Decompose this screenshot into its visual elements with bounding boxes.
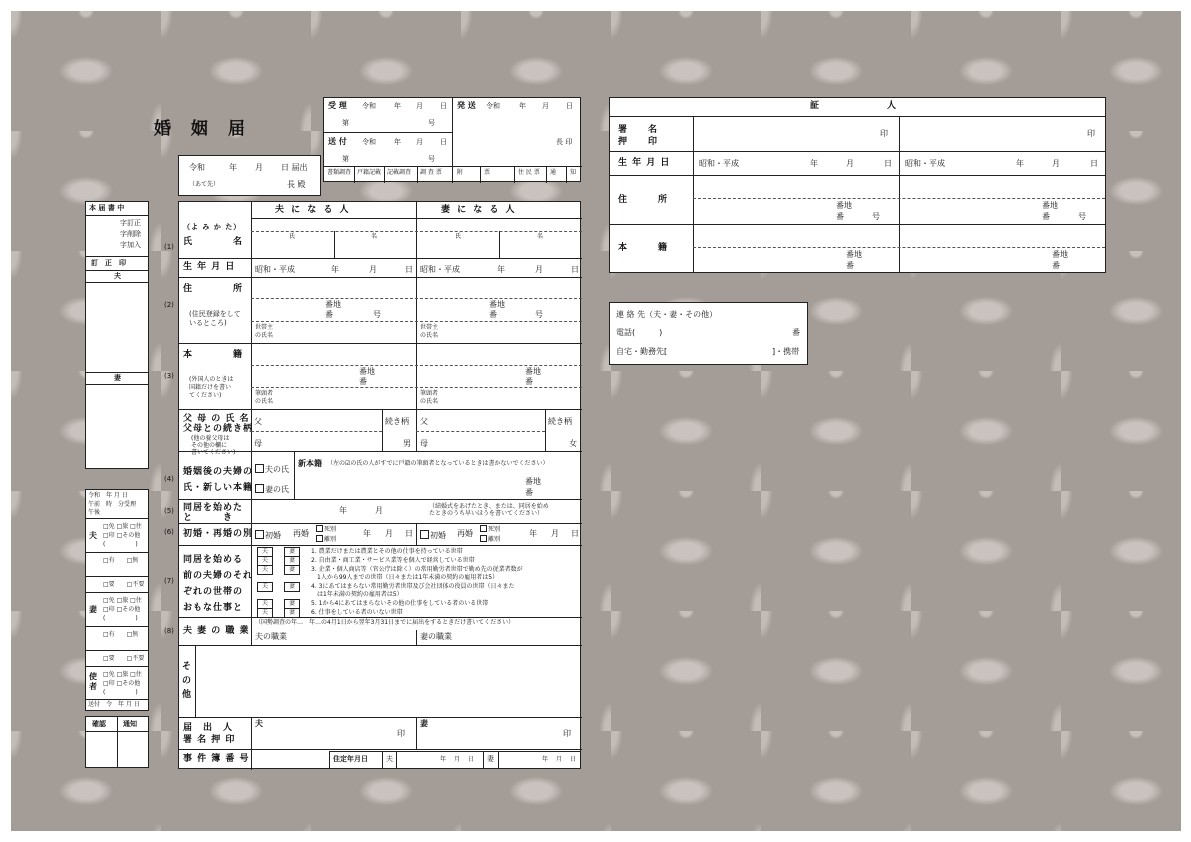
filed-label: 日 届出 (281, 163, 308, 172)
ban-label: 番 (846, 261, 854, 270)
ban-label: 番 (325, 310, 333, 319)
go-label: 号 (428, 155, 435, 163)
year-unit: 年 (497, 265, 505, 274)
husband-remarriage[interactable]: 再婚 (293, 529, 309, 538)
husband-signature[interactable]: 夫 (255, 719, 263, 728)
day-unit: 日 (440, 138, 447, 146)
husband-short: 夫 (386, 755, 393, 763)
parents-note: (他の養父母は その他の欄に 書いてください) (191, 435, 236, 456)
check-cell: 票 (484, 169, 491, 176)
wife-remarriage[interactable]: 再婚 (457, 529, 473, 538)
wife-box[interactable]: 妻 (284, 582, 300, 592)
wife-heading: 妻 (89, 605, 97, 614)
sent-date: 送付 令 年 月 日 (88, 701, 140, 708)
seal-mark: 印 (880, 129, 888, 138)
wife-death-option[interactable]: 死別 (479, 525, 500, 533)
check-cell: 記載調査 (387, 169, 412, 176)
day-unit: 日 (405, 529, 413, 538)
work-item: は1年未満の契約の雇用者は5） (311, 591, 403, 598)
relation-label: 続き柄 (548, 417, 572, 426)
month-unit: 月 (255, 163, 263, 172)
go-label: 号 (872, 212, 880, 221)
panel-heading: 本 届 書 中 (89, 204, 125, 212)
correction-seal-label: 訂 正 印 (91, 259, 126, 267)
relation-label: 続き柄 (385, 417, 409, 426)
work-item: 5. 1から4にあてはまらないその他の仕事をしている者のいる世帯 (311, 600, 489, 607)
year-unit: 年 (363, 529, 371, 538)
day-unit: 日 (570, 756, 577, 763)
month-unit: 月 (846, 159, 854, 168)
presence-check[interactable]: □有 □無 (103, 631, 139, 638)
other-label: そ の 他 (182, 662, 193, 700)
chief-label: 長 殿 (287, 180, 306, 189)
cohabit-label: 同居を始めた と き (183, 503, 244, 523)
number-label: 第 (342, 119, 349, 127)
office-use-box (323, 97, 581, 182)
era-label: 令和 (362, 102, 376, 110)
reception-date: 令和 年 月 日 (88, 492, 128, 499)
daughter-label: 女 (569, 439, 577, 448)
month-unit: 月 (551, 529, 559, 538)
husband-box[interactable]: 夫 (257, 565, 273, 575)
check-cell: 住 民 票 (518, 169, 540, 176)
number-label: 第 (342, 155, 349, 163)
wife-box[interactable]: 妻 (284, 547, 300, 557)
witness-birth-label: 生 年 月 日 (618, 158, 671, 168)
messenger-label: 使 者 (89, 672, 97, 691)
presence-check[interactable]: □有 □無 (103, 557, 139, 564)
year-unit: 年 (529, 529, 537, 538)
husband-id-checks[interactable]: □免 □旅 □住 □印 □その他 ( ) (103, 523, 142, 548)
dispatch-label: 発 送 (457, 101, 476, 110)
work-item: 6. 仕事をしている者のいない世帯 (311, 609, 403, 616)
householder-label: 世帯主 の氏名 (420, 324, 439, 339)
year-unit: 年 (440, 756, 447, 763)
residence-date-box (329, 751, 581, 769)
contact-title: 連 絡 先（夫・妻・その他） (616, 310, 718, 319)
era-birth: 昭和・平成 (699, 159, 739, 168)
correction-label: 字加入 (120, 241, 141, 249)
register-head-label: 筆頭者 の氏名 (420, 390, 439, 405)
mother-label: 母 (254, 439, 262, 448)
work-item: 1. 農業だけまたは農業とその他の仕事を持っている世帯 (311, 548, 463, 555)
witness-header: 証 人 (810, 101, 899, 111)
register-head-label: 筆頭者 の氏名 (255, 390, 274, 405)
check-cell: 調 査 票 (420, 169, 442, 176)
wife-first-marriage[interactable]: 初婚 (419, 530, 446, 540)
year-unit: 年 (394, 102, 401, 110)
era-label: 令和 (362, 138, 376, 146)
corrections-panel (85, 201, 149, 469)
wife-heading: 妻 (114, 374, 121, 382)
wife-job-label: 妻の職業 (420, 632, 452, 641)
husband-first-marriage[interactable]: 初婚 (254, 530, 281, 540)
wife-surname-option[interactable]: 妻の氏 (254, 484, 289, 494)
husband-box[interactable]: 夫 (257, 547, 273, 557)
required-check[interactable]: □要 □不要 (103, 581, 145, 588)
day-unit: 日 (405, 265, 413, 274)
job-note: （国勢調査の年… 年…の4月1日から翌年3月31日までに届出をするときだけ書いてください） (255, 619, 515, 626)
contact-box (609, 302, 808, 365)
correction-label: 字削除 (120, 230, 141, 238)
day-unit: 日 (571, 529, 579, 538)
form-title: 婚 姻 届 (154, 119, 252, 139)
banchi-label: 番地 (489, 300, 505, 309)
confirm-box (85, 716, 149, 768)
banchi-label: 番地 (359, 367, 375, 376)
work-item: 3. 企業・個人商店等（官公庁は除く）の常用勤労者世帯で勤め先の従業者数が (311, 566, 523, 573)
addressee-label: （あて先） (189, 181, 220, 188)
month-unit: 月 (385, 529, 393, 538)
furigana-label: （よ み か た） (183, 223, 242, 231)
ban-label: 番 (489, 310, 497, 319)
son-label: 男 (403, 439, 411, 448)
wife-header: 妻 に な る 人 (441, 205, 517, 215)
check-cell: 附 (457, 169, 464, 176)
month-unit: 月 (542, 102, 549, 110)
wife-divorce-option[interactable]: 離別 (479, 535, 500, 543)
father-label: 父 (420, 417, 428, 426)
husband-header: 夫 に な る 人 (275, 205, 351, 215)
surname-sub: 氏 (455, 233, 462, 240)
day-unit: 日 (440, 102, 447, 110)
mother-label: 母 (420, 439, 428, 448)
birth-label: 生 年 月 日 (183, 262, 236, 272)
day-unit: 日 (571, 265, 579, 274)
year-unit: 年 (229, 163, 237, 172)
era-birth: 昭和・平成 (420, 265, 460, 274)
section-number: (3) (164, 372, 174, 380)
father-label: 父 (254, 417, 262, 426)
confirm-label: 確認 (92, 720, 106, 728)
given-name-sub: 名 (537, 233, 544, 240)
residence-date-label: 住定年月日 (333, 755, 368, 763)
ban-label: 番 (792, 328, 800, 337)
given-name-sub: 名 (371, 233, 378, 240)
marriage-type-label: 初婚・再婚の別 (183, 529, 254, 539)
main-form-table (178, 201, 581, 769)
wife-signature[interactable]: 妻 (420, 719, 428, 728)
go-label: 号 (1078, 212, 1086, 221)
go-label: 号 (428, 119, 435, 127)
day-unit: 日 (566, 102, 573, 110)
messenger-id-checks[interactable]: □免 □旅 □住 □印 □その他 ( ) (103, 671, 142, 696)
husband-job-label: 夫の職業 (255, 632, 287, 641)
witness-honseki-label: 本 籍 (618, 243, 669, 253)
wife-box[interactable]: 妻 (284, 599, 300, 609)
day-unit: 日 (468, 756, 475, 763)
name-label: 氏 名 (183, 237, 244, 247)
surname-sub: 氏 (289, 233, 296, 240)
year-unit: 年 (542, 756, 549, 763)
required-check[interactable]: □要 □不要 (103, 655, 145, 662)
wife-id-checks[interactable]: □免 □旅 □住 □印 □その他 ( ) (103, 597, 142, 622)
phone-label[interactable]: 電話( ) (616, 328, 663, 337)
new-honseki-note: （左の☑の氏の人がすでに戸籍の筆頭者となっているときは書かないでください） (327, 460, 549, 467)
witness-address-label: 住 所 (618, 195, 669, 205)
section-number: (8) (164, 627, 174, 635)
surname-after-label: 婚姻後の夫婦の 氏・新しい本籍 (183, 467, 254, 493)
husband-box[interactable]: 夫 (257, 608, 273, 618)
check-cell: 通 (550, 169, 557, 176)
witness-table (609, 97, 1106, 273)
work-item: 4. 3にあてはまらない常用勤労者世帯及び会社団体の役員の世帯（日々また (311, 583, 515, 590)
husband-heading: 夫 (114, 272, 121, 280)
wife-short: 妻 (487, 755, 494, 763)
husband-box[interactable]: 夫 (257, 599, 273, 609)
ban-label: 番 (1052, 261, 1060, 270)
year-unit: 年 (1016, 159, 1024, 168)
section-number: (2) (164, 301, 174, 309)
era-birth: 昭和・平成 (255, 265, 295, 274)
chief-seal-label: 長 印 (556, 138, 573, 146)
signature-label: 届 出 人 署 名 押 印 (183, 723, 236, 745)
home-work-label[interactable]: 自宅・勤務先[ (616, 347, 668, 356)
month-unit: 月 (375, 506, 383, 515)
husband-death-option[interactable]: 死別 (315, 525, 336, 533)
ban-label: 番 (359, 377, 367, 386)
wife-box[interactable]: 妻 (284, 608, 300, 618)
parents-label: 父 母 の 氏 名 父母との続き柄 (183, 414, 254, 434)
husband-box[interactable]: 夫 (257, 556, 273, 566)
mobile-label[interactable]: ]・携帯 (772, 347, 800, 356)
month-unit: 月 (416, 138, 423, 146)
address-note: (住民登録をして いるところ) (189, 310, 241, 327)
filing-date-box (178, 155, 321, 196)
husband-heading: 夫 (89, 531, 97, 540)
month-unit: 月 (1052, 159, 1060, 168)
seal-mark: 印 (1087, 129, 1095, 138)
ban-label: 番 (1042, 212, 1050, 221)
check-cell: 戸籍記載 (357, 169, 382, 176)
section-number: (1) (164, 243, 174, 251)
banchi-label: 番地 (1042, 201, 1058, 210)
section-number: (5) (164, 507, 174, 515)
banchi-label: 番地 (325, 300, 341, 309)
banchi-label: 番地 (846, 250, 862, 259)
month-unit: 月 (454, 756, 461, 763)
householder-label: 世帯主 の氏名 (255, 324, 274, 339)
notice-label: 通知 (123, 720, 137, 728)
ban-label: 番 (525, 377, 533, 386)
address-label: 住 所 (183, 284, 244, 294)
reception-time: 午前 時 分受理 (88, 501, 137, 508)
sent-label: 送 付 (328, 137, 347, 146)
section-number: (7) (164, 577, 174, 585)
received-label: 受 理 (328, 101, 347, 110)
correction-label: 字訂正 (120, 219, 141, 227)
job-label: 夫 妻 の 職 業 (183, 626, 250, 636)
year-unit: 年 (331, 265, 339, 274)
wife-box[interactable]: 妻 (284, 565, 300, 575)
husband-box[interactable]: 夫 (257, 582, 273, 592)
seal-mark: 印 (397, 729, 405, 738)
seal-mark: 印 (563, 729, 571, 738)
year-unit: 年 (519, 102, 526, 110)
case-number-label: 事 件 簿 番 号 (183, 754, 250, 764)
banchi-label: 番地 (525, 367, 541, 376)
day-unit: 日 (884, 159, 892, 168)
year-unit: 年 (394, 138, 401, 146)
month-unit: 月 (535, 265, 543, 274)
section-number: (4) (164, 475, 174, 483)
honseki-label: 本 籍 (183, 350, 244, 360)
era-birth: 昭和・平成 (905, 159, 945, 168)
new-honseki-label: 新本籍 (298, 459, 322, 468)
honseki-note: (外国人のときは 国籍だけを書い てください) (189, 376, 234, 399)
husband-surname-option[interactable]: 夫の氏 (254, 464, 289, 474)
husband-divorce-option[interactable]: 離別 (315, 535, 336, 543)
reception-panel (85, 489, 149, 711)
witness-signature-label: 署 名 押 印 (618, 125, 659, 147)
month-unit: 月 (416, 102, 423, 110)
era-label: 令和 (189, 163, 205, 172)
go-label: 号 (373, 310, 381, 319)
era-label: 令和 (486, 102, 500, 110)
month-unit: 月 (369, 265, 377, 274)
day-unit: 日 (1090, 159, 1098, 168)
month-unit: 月 (556, 756, 563, 763)
ban-label: 番 (836, 212, 844, 221)
section-number: (6) (164, 528, 174, 536)
check-cell: 書類調査 (327, 169, 352, 176)
banchi-label: 番地 (836, 201, 852, 210)
banchi-label: 番地 (525, 477, 541, 486)
check-cell: 知 (570, 169, 577, 176)
reception-pm: 午後 (88, 509, 101, 516)
go-label: 号 (535, 310, 543, 319)
cohabit-note: （結婚式をあげたとき、または、同居を始め たときのうち早いほうを書いてください） (429, 503, 549, 517)
banchi-label: 番地 (1052, 250, 1068, 259)
wife-box[interactable]: 妻 (284, 556, 300, 566)
ban-label: 番 (525, 488, 533, 497)
household-work-label: 同居を始める 前の夫婦のそれ ぞれの世帯の おもな仕事と (183, 555, 254, 613)
work-item: 1人から99人までの世帯（日々または1年未満の契約の雇用者は5） (311, 574, 499, 581)
work-item: 2. 自由業・商工業・サービス業等を個人で経営している世帯 (311, 557, 475, 564)
year-unit: 年 (810, 159, 818, 168)
year-unit: 年 (339, 506, 347, 515)
